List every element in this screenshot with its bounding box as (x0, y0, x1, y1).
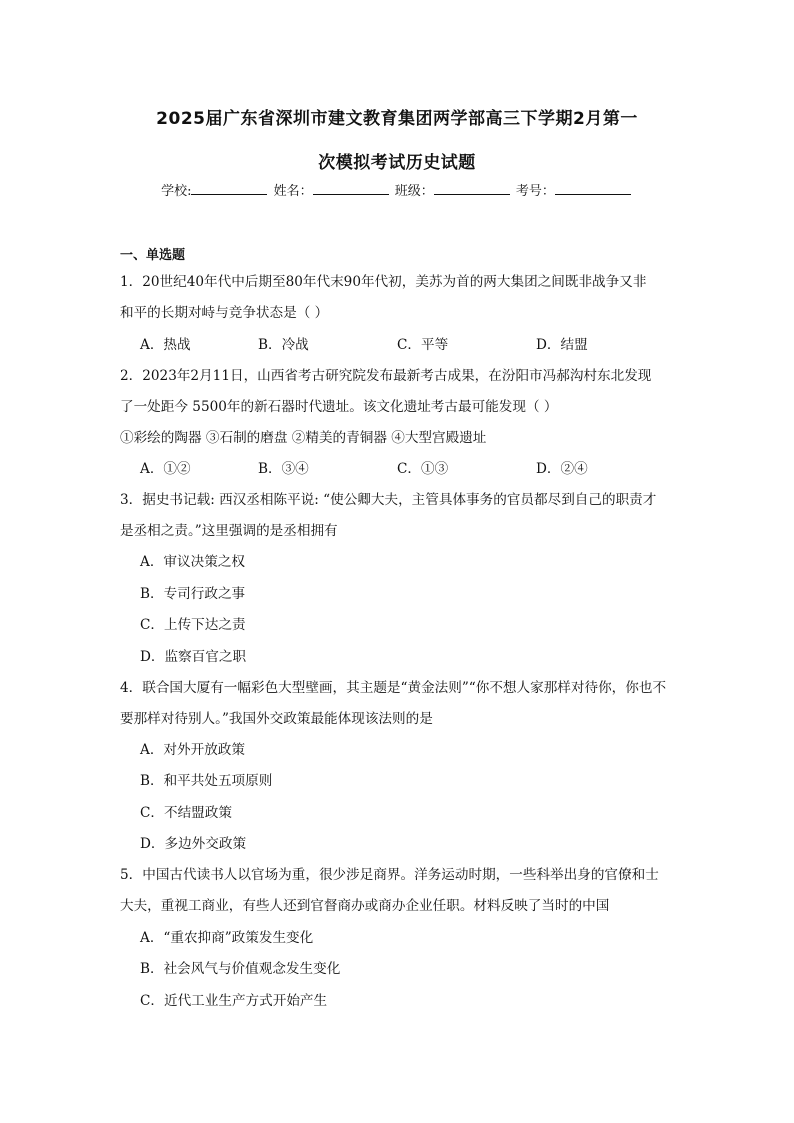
class-label: 班级： (394, 184, 434, 199)
exam-number-blank[interactable] (555, 182, 631, 195)
class-blank[interactable] (434, 182, 510, 195)
question-5-line-2: 大夫，重视工商业，有些人还到官督商办或商办企业任职。材料反映了当时的中国 (120, 898, 610, 914)
question-2-option-a[interactable]: A．①② (140, 461, 191, 477)
student-info-row (0, 180, 794, 199)
question-5-option-c[interactable]: C．近代工业生产方式开始产生 (140, 993, 328, 1009)
name-blank[interactable] (313, 182, 389, 195)
section-title: 一、单选题 (120, 248, 186, 263)
name-label: 姓名： (273, 184, 313, 199)
question-2-line-2: 了一处距今 5500年的新石器时代遗址。该文化遗址考古最可能发现（ ） (120, 399, 558, 415)
question-1-option-a[interactable]: A．热战 (140, 337, 191, 353)
question-3-option-d[interactable]: D．监察百官之职 (140, 649, 247, 665)
question-5-option-b[interactable]: B．社会风气与价值观念发生变化 (140, 961, 341, 977)
question-3-option-a[interactable]: A．审议决策之权 (140, 554, 245, 570)
question-1-line-2: 和平的长期对峙与竞争状态是（ ） (120, 305, 329, 321)
school-label: 学校: (161, 184, 192, 199)
question-4-line-2: 要那样对待别人。”我国外交政策最能体现该法则的是 (120, 711, 433, 727)
question-3-option-b[interactable]: B．专司行政之事 (140, 586, 246, 602)
question-2-option-c[interactable]: C．①③ (397, 461, 449, 477)
exam-number-label: 考号： (515, 184, 555, 199)
question-5-option-a[interactable]: A．“重农抑商”政策发生变化 (140, 930, 314, 946)
question-3-option-c[interactable]: C．上传下达之责 (140, 617, 246, 633)
question-2-line-1: 2．2023年2月11日，山西省考古研究院发布最新考古成果，在汾阳市冯郝沟村东北发现 (120, 368, 652, 384)
question-2-option-b[interactable]: B．③④ (258, 461, 309, 477)
question-2-line-3: ①彩绘的陶器 ③石制的磨盘 ②精美的青铜器 ④大型宫殿遗址 (120, 430, 487, 446)
question-2-option-d[interactable]: D．②④ (536, 461, 588, 477)
question-3-line-2: 是丞相之责。”这里强调的是丞相拥有 (120, 523, 338, 539)
question-4-option-b[interactable]: B．和平共处五项原则 (140, 773, 273, 789)
question-4-option-c[interactable]: C．不结盟政策 (140, 805, 232, 821)
question-4-option-a[interactable]: A．对外开放政策 (140, 742, 245, 758)
question-4-option-d[interactable]: D．多边外交政策 (140, 836, 247, 852)
question-4-line-1: 4．联合国大厦有一幅彩色大型壁画，其主题是“黄金法则”“你不想人家那样对待你，你也不 (120, 680, 667, 696)
question-3-line-1: 3．据史书记载: 西汉丞相陈平说: “使公卿大夫，主管具体事务的官员都尽到自己的职责才 (120, 492, 657, 508)
school-blank[interactable] (191, 182, 267, 195)
question-1-option-b[interactable]: B．冷战 (258, 337, 309, 353)
question-1-option-c[interactable]: C．平等 (397, 337, 449, 353)
exam-title-line2: 次模拟考试历史试题 (318, 153, 476, 173)
exam-title-line1: 2025届广东省深圳市建文教育集团两学部高三下学期2月第一 (156, 109, 638, 129)
question-5-line-1: 5．中国古代读书人以官场为重，很少涉足商界。洋务运动时期，一些科举出身的官僚和士 (120, 867, 659, 883)
question-1-line-1: 1．20世纪40年代中后期至80年代末90年代初，美苏为首的两大集团之间既非战争又非 (120, 274, 647, 290)
question-1-option-d[interactable]: D．结盟 (536, 337, 588, 353)
